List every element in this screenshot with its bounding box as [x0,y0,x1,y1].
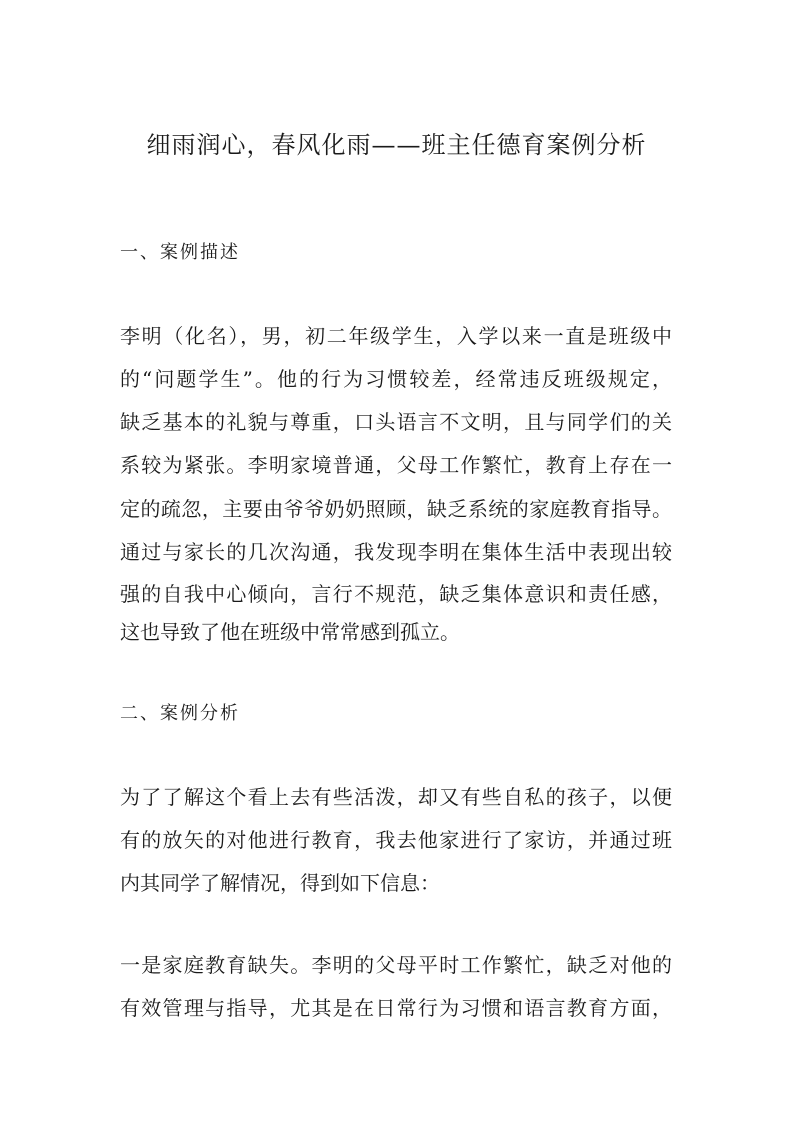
text-line: 有效管理与指导，尤其是在日常行为习惯和语言教育方面， [120,996,672,1020]
text-line: 这也导致了他在班级中常常感到孤立。 [120,620,460,644]
text-line: 的“问题学生”。他的行为习惯较差，经常违反班级规定， [120,367,672,391]
text-line: 为了了解这个看上去有些活泼，却又有些自私的孩子，以便 [120,785,672,809]
text-line: 一是家庭教育缺失。李明的父母平时工作繁忙，缺乏对他的 [120,953,672,977]
text-line: 缺乏基本的礼貌与尊重，口头语言不文明，且与同学们的关 [120,410,672,434]
section-heading-case-description: 一、案例描述 [120,242,240,263]
document-title: 细雨润心，春风化雨——班主任德育案例分析 [146,131,647,159]
text-line: 通过与家长的几次沟通，我发现李明在集体生活中表现出较 [120,540,672,564]
text-line: 内其同学了解情况，得到如下信息： [120,871,440,895]
text-line: 强的自我中心倾向，言行不规范，缺乏集体意识和责任感， [120,582,672,606]
text-line: 李明（化名），男，初二年级学生，入学以来一直是班级中 [120,324,672,348]
text-line: 有的放矢的对他进行教育，我去他家进行了家访，并通过班 [120,828,672,852]
text-line: 系较为紧张。李明家境普通，父母工作繁忙，教育上存在一 [120,453,672,477]
text-line: 定的疏忽，主要由爷爷奶奶照顾，缺乏系统的家庭教育指导。 [120,497,672,521]
section-heading-case-analysis: 二、案例分析 [120,703,240,724]
